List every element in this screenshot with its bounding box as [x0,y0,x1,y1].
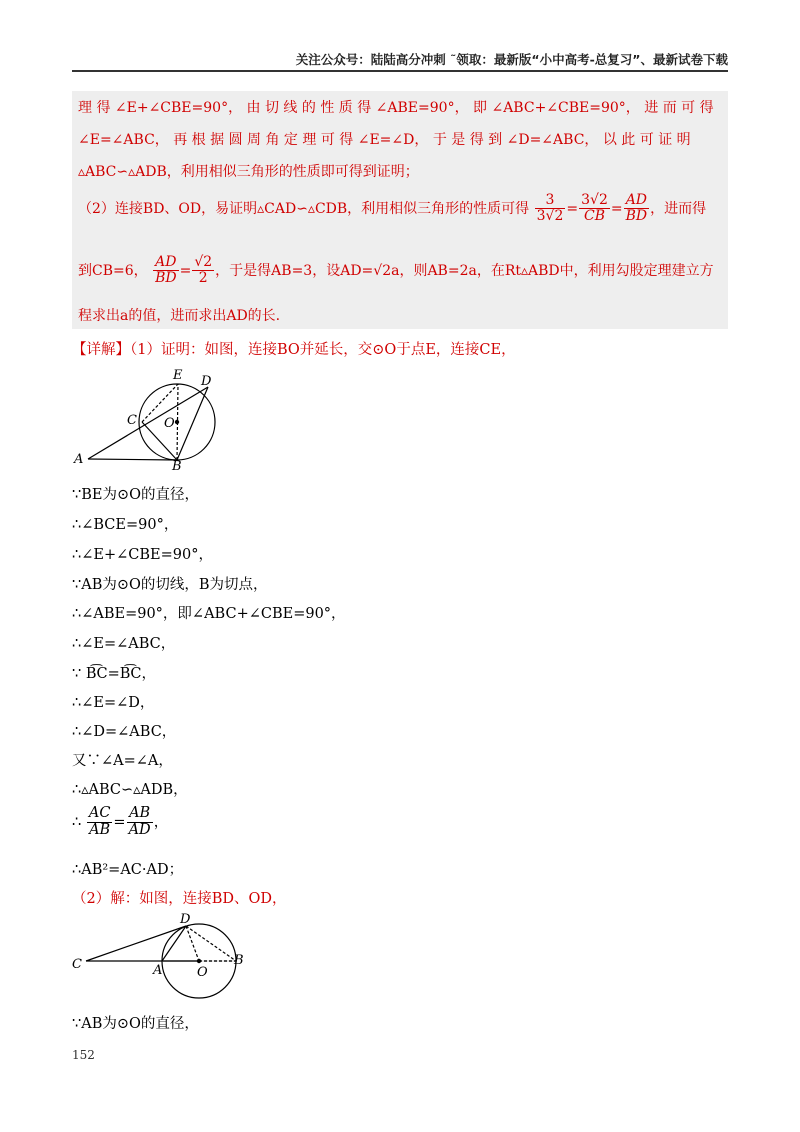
fig1-label-A: A [74,452,84,467]
fig2-label-B: B [234,953,244,968]
figure-1 [70,365,230,475]
analysis-line-3: ▵ABC∽▵ADB，利用相似三角形的性质即可得到证明； [78,164,419,180]
analysis-line-4-text: （2）连接BD、OD，易证明▵CAD∽▵CDB，利用相似三角形的性质可得 [78,200,530,217]
analysis-line-5: 到CB=6， $\frac{AD}{BD}$ = $\frac{√2}{2}$ ，于是得AB=3，设AD=√2a，则AB=2a，在Rt▵ABD中，利用勾股定理建立方 [78,254,714,287]
detail-intro: 【详解】（1）证明：如图，连接BO并延长，交⊙O于点E，连接CE， [72,342,516,358]
analysis-line-2: ∠E=∠ABC， 再 根 据 圆 周 角 定 理 可 得 ∠E=∠D， 于 是 得 到 ∠D=∠ABC， 以 此 可 证 明 [78,132,691,148]
fig2-label-D: D [180,912,191,927]
detail-label: 【详解】 [72,342,130,358]
fig2-label-C: C [72,957,82,972]
page-number: 152 [72,1048,95,1062]
fig2-center-dot [197,959,201,963]
step-2: ∴∠BCE=90°， [72,517,179,533]
step-7: ∵ B͡C=B͡C， [72,666,156,682]
fraction-1: $\frac{3}{3√2}$ [536,192,564,225]
analysis-line-6: 程求出a的值，进而求出AD的长. [78,308,281,324]
header-rule [72,70,728,72]
square-line: ∴AB²=AC·AD； [72,862,184,878]
fig1-line-AB [88,459,177,460]
fig2-line-AD [162,926,186,961]
step-8: ∴∠E=∠D， [72,695,155,711]
figure-2 [68,912,258,1004]
fig2-label-A: A [153,963,163,978]
ratio-fraction-2: $\frac{AB}{AD}$ [128,805,151,838]
fig1-center-dot [175,420,179,424]
part-2-intro: （2）解：如图，连接BD、OD， [72,891,287,907]
step-6: ∴∠E=∠ABC， [72,636,176,652]
fig1-label-B: B [172,459,182,474]
step-5: ∴∠ABE=90°，即∠ABC+∠CBE=90°， [72,606,346,622]
fraction-4: $\frac{AD}{BD}$ [155,254,177,287]
fig1-label-C: C [127,413,137,428]
fraction-3: $\frac{AD}{BD}$ [625,192,648,225]
fig1-label-E: E [173,368,183,383]
step-9: ∴∠D=∠ABC， [72,724,177,740]
step-11: ∴▵ABC∽▵ADB， [72,782,188,798]
fig2-line-CD [86,926,186,961]
fig1-label-D: D [201,374,212,389]
fig1-label-O: O [164,416,175,431]
step-3: ∴∠E+∠CBE=90°， [72,547,213,563]
fraction-5: $\frac{√2}{2}$ [194,254,213,287]
analysis-line-4: （2）连接BD、OD，易证明▵CAD∽▵CDB，利用相似三角形的性质可得 $\frac{3}{3√2}$ = $\frac{3√2}{CB}$ = $\frac{AD}{BD}$ ，进而得 [78,192,707,225]
page-header: 关注公众号：陆陆高分冲刺 ˜领取：最新版“小中高考-总复习”、最新试卷下载 [295,52,728,67]
analysis-block [72,91,728,329]
last-line: ∵AB为⊙O的直径， [72,1016,199,1032]
fig2-line-DB [186,926,236,961]
analysis-line-4-end: ，进而得 [650,200,707,217]
step-10: 又∵∠A=∠A， [72,753,173,769]
ratio-fraction-1: $\frac{AC}{AB}$ [88,805,111,838]
analysis-line-1: 理 得 ∠E+∠CBE=90°， 由 切 线 的 性 质 得 ∠ABE=90°， 即 ∠ABC+∠CBE=90°， 进 而 可 得 [78,100,714,116]
ratio-line: ∴ $\frac{AC}{AB}$ = $\frac{AB}{AD}$ ， [72,805,169,838]
step-1: ∵BE为⊙O的直径， [72,487,200,503]
fig2-line-DO [186,926,199,961]
fig2-label-O: O [197,965,208,980]
fraction-2: $\frac{3√2}{CB}$ [581,192,608,225]
step-4: ∵AB为⊙O的切线，B为切点， [72,577,268,593]
